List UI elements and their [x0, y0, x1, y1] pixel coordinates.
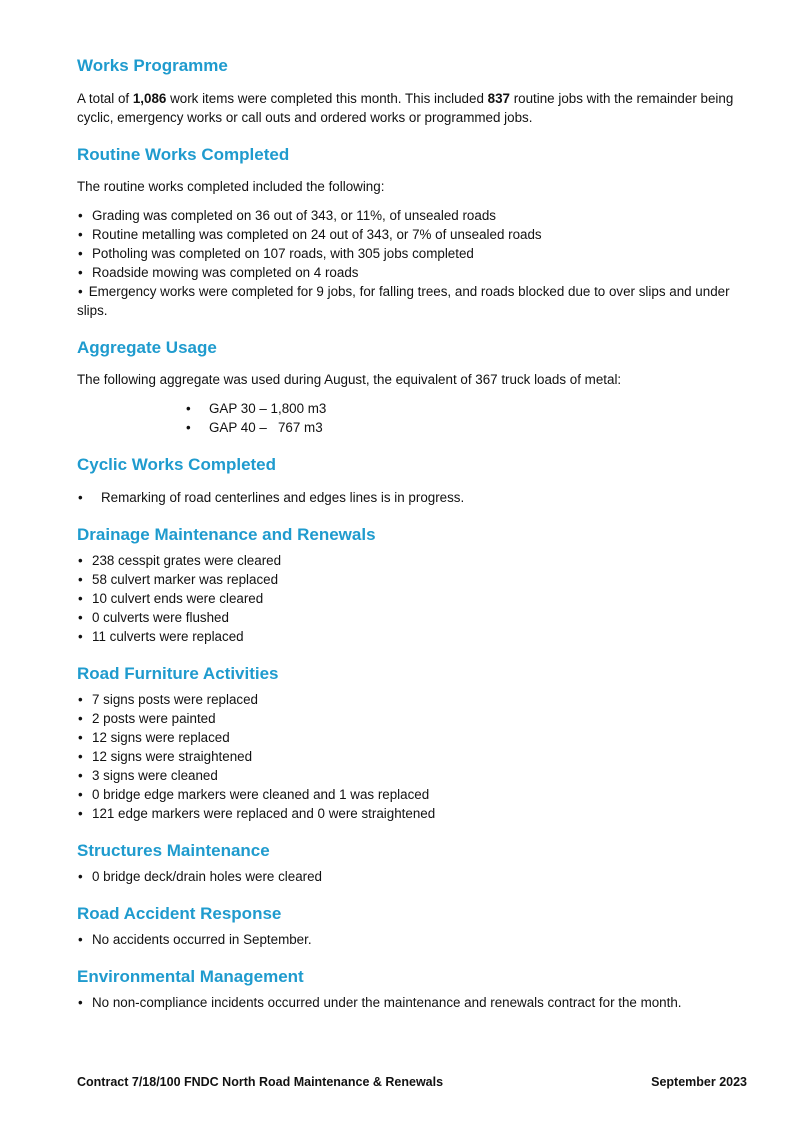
bullet-icon: •	[78, 629, 83, 644]
list-item	[77, 589, 757, 608]
environmental-heading: Environmental Management	[77, 967, 304, 986]
bullet-icon: •	[78, 768, 83, 783]
document-page	[77, 55, 757, 1012]
drainage-list	[77, 551, 757, 646]
list-item-text: Roadside mowing was completed on 4 roads	[92, 265, 359, 280]
bullet-icon: •	[78, 610, 83, 625]
list-item	[77, 993, 757, 1012]
page-footer	[77, 1075, 747, 1089]
list-item	[77, 785, 757, 804]
footer-date: September 2023	[651, 1075, 747, 1089]
bullet-icon: •	[78, 591, 83, 606]
list-item	[77, 728, 757, 747]
routine-works-intro: The routine works completed included the following:	[77, 179, 385, 194]
list-item-text: 11 culverts were replaced	[92, 629, 244, 644]
list-item	[77, 488, 757, 507]
road-accident-list	[77, 930, 757, 949]
list-item	[77, 747, 757, 766]
aggregate-usage-heading: Aggregate Usage	[77, 338, 217, 357]
drainage-heading: Drainage Maintenance and Renewals	[77, 525, 376, 544]
cyclic-works-heading: Cyclic Works Completed	[77, 455, 277, 474]
bullet-icon: •	[78, 869, 83, 884]
list-item-text: Emergency works were completed for 9 jobs, for falling trees, and roads blocked due to over slips and under slips.	[77, 284, 730, 318]
bullet-icon: •	[78, 932, 83, 947]
bullet-icon: •	[78, 787, 83, 802]
list-item-text: 0 bridge deck/drain holes were cleared	[92, 869, 323, 884]
list-item	[77, 867, 757, 886]
list-item-text: 238 cesspit grates were cleared	[92, 553, 282, 568]
list-item-text: 10 culvert ends were cleared	[92, 591, 264, 606]
structures-list	[77, 867, 757, 886]
bullet-icon: •	[78, 806, 83, 821]
list-item	[185, 418, 757, 437]
text-span: A total of	[77, 91, 133, 106]
footer-contract: Contract 7/18/100 FNDC North Road Maintenance & Renewals	[77, 1075, 444, 1089]
list-item	[77, 570, 757, 589]
list-item-text: 2 posts were painted	[92, 711, 216, 726]
routine-works-heading: Routine Works Completed	[77, 145, 290, 164]
list-item-text: 0 bridge edge markers were cleaned and 1 was replaced	[92, 787, 430, 802]
bullet-icon: •	[78, 572, 83, 587]
list-item-text: Remarking of road centerlines and edges lines is in progress.	[101, 490, 465, 505]
list-item-text: 121 edge markers were replaced and 0 were straightened	[92, 806, 436, 821]
list-item	[77, 930, 757, 949]
total-items-value: 1,086	[132, 91, 167, 106]
aggregate-list	[185, 399, 757, 437]
bullet-icon: •	[78, 553, 83, 568]
bullet-icon: •	[78, 692, 83, 707]
environmental-list	[77, 993, 757, 1012]
list-item-text: 3 signs were cleaned	[92, 768, 218, 783]
list-item-text: Grading was completed on 36 out of 343, or 11%, of unsealed roads	[92, 208, 496, 223]
list-item	[77, 244, 757, 263]
bullet-icon: •	[78, 265, 83, 280]
structures-heading: Structures Maintenance	[77, 841, 270, 860]
list-item-text: 12 signs were replaced	[92, 730, 230, 745]
road-furniture-heading: Road Furniture Activities	[77, 664, 279, 683]
list-item-text: GAP 40 – 767 m3	[209, 420, 323, 435]
bullet-icon: •	[78, 284, 83, 299]
list-item	[77, 627, 757, 646]
list-item-text: No accidents occurred in September.	[92, 932, 312, 947]
list-item	[77, 608, 757, 627]
cyclic-works-list	[77, 488, 757, 507]
list-item	[77, 804, 757, 823]
bullet-icon: •	[78, 208, 83, 223]
list-item-text: 0 culverts were flushed	[92, 610, 229, 625]
routine-jobs-value: 837	[487, 91, 510, 106]
bullet-icon: •	[78, 730, 83, 745]
list-item	[77, 206, 757, 225]
list-item-text: 7 signs posts were replaced	[92, 692, 258, 707]
list-item	[77, 766, 757, 785]
bullet-icon: •	[78, 711, 83, 726]
list-item-text: GAP 30 – 1,800 m3	[209, 401, 327, 416]
list-item	[77, 263, 757, 282]
road-furniture-list	[77, 690, 757, 823]
list-item	[185, 399, 757, 418]
bullet-icon: •	[186, 420, 191, 435]
text-span: work items were completed this month. This included	[166, 91, 488, 106]
list-item-text: 58 culvert marker was replaced	[92, 572, 279, 587]
list-item	[77, 551, 757, 570]
list-item	[77, 282, 757, 320]
bullet-icon: •	[78, 749, 83, 764]
routine-works-list	[77, 206, 757, 320]
bullet-icon: •	[78, 246, 83, 261]
bullet-icon: •	[186, 401, 191, 416]
list-item-text: No non-compliance incidents occurred under the maintenance and renewals contract for the month.	[92, 995, 682, 1010]
works-programme-heading: Works Programme	[77, 56, 228, 75]
works-programme-paragraph	[77, 89, 757, 127]
list-item	[77, 690, 757, 709]
bullet-icon: •	[78, 227, 83, 242]
road-accident-heading: Road Accident Response	[77, 904, 282, 923]
list-item	[77, 709, 757, 728]
bullet-icon: •	[78, 490, 83, 505]
list-item-text: Potholing was completed on 107 roads, with 305 jobs completed	[92, 246, 474, 261]
list-item-text: 12 signs were straightened	[92, 749, 253, 764]
list-item	[77, 225, 757, 244]
text-span: routine jobs with the remainder being cyclic, emergency works or call outs and ordered works or programmed jobs.	[77, 91, 734, 125]
aggregate-usage-intro: The following aggregate was used during August, the equivalent of 367 truck loads of metal:	[77, 372, 622, 387]
list-item-text: Routine metalling was completed on 24 out of 343, or 7% of unsealed roads	[92, 227, 542, 242]
bullet-icon: •	[78, 995, 83, 1010]
